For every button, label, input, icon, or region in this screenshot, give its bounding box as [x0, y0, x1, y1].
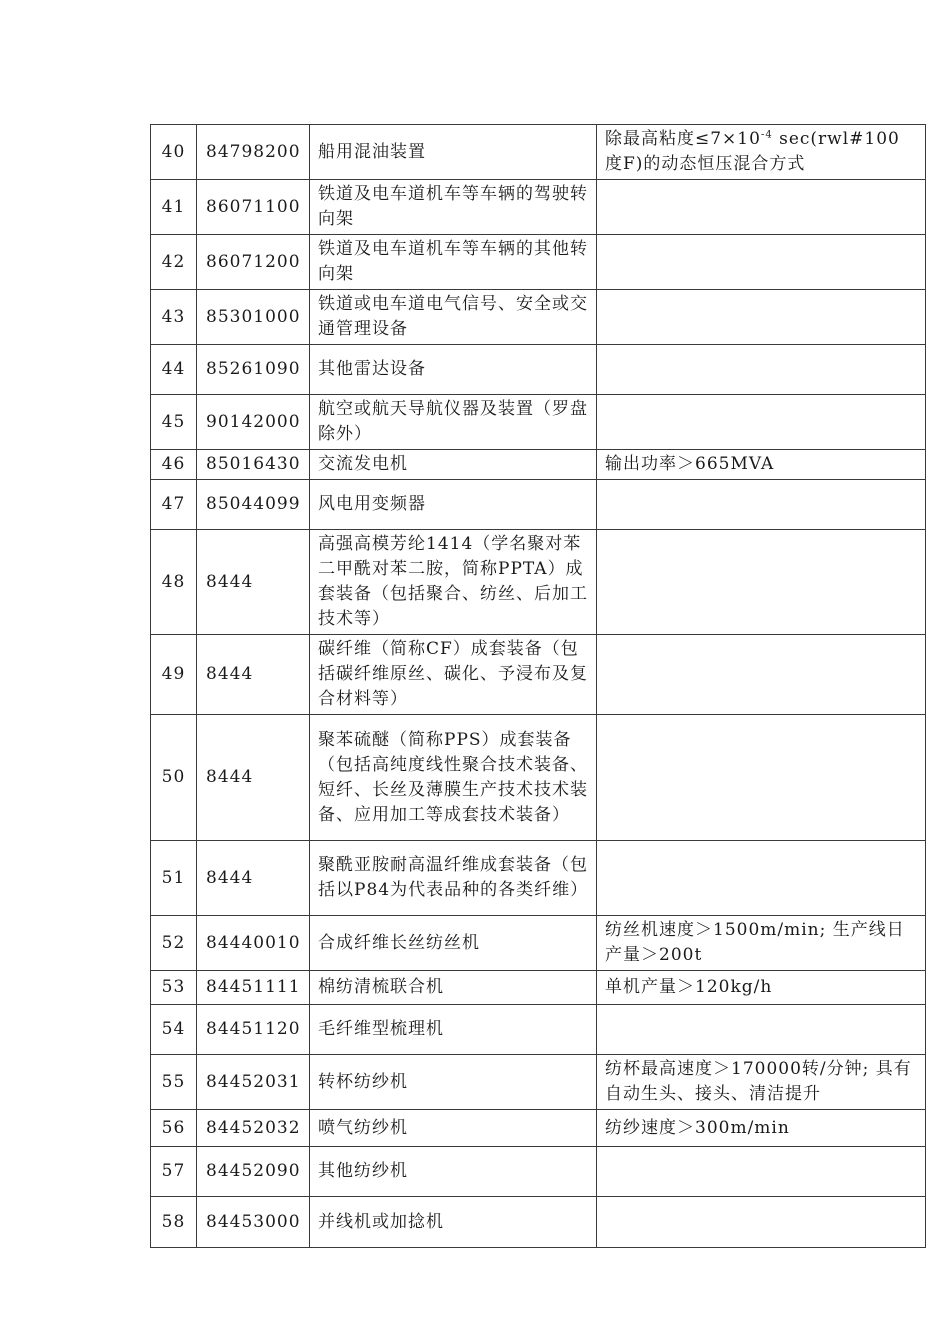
spec-note — [597, 235, 926, 290]
row-number: 50 — [151, 715, 197, 841]
table-row — [151, 450, 926, 480]
row-number: 43 — [151, 290, 197, 345]
table-row — [151, 1110, 926, 1147]
product-name: 铁道或电车道电气信号、安全或交通管理设备 — [310, 290, 597, 345]
hs-code: 8444 — [197, 715, 310, 841]
hs-code: 84451120 — [197, 1005, 310, 1055]
table-row — [151, 1197, 926, 1248]
hs-code: 84440010 — [197, 916, 310, 971]
product-name: 铁道及电车道机车等车辆的其他转向架 — [310, 235, 597, 290]
product-name: 聚酰亚胺耐高温纤维成套装备（包括以P84为代表品种的各类纤维） — [310, 841, 597, 916]
product-table — [150, 124, 926, 1248]
product-name: 毛纤维型梳理机 — [310, 1005, 597, 1055]
table-row — [151, 841, 926, 916]
product-name: 转杯纺纱机 — [310, 1055, 597, 1110]
table-row — [151, 1005, 926, 1055]
row-number: 40 — [151, 125, 197, 180]
product-name: 其他雷达设备 — [310, 345, 597, 395]
spec-note — [597, 841, 926, 916]
product-name: 并线机或加捻机 — [310, 1197, 597, 1248]
row-number: 53 — [151, 971, 197, 1005]
spec-note: 纺纱速度＞300m/min — [597, 1110, 926, 1147]
product-name: 交流发电机 — [310, 450, 597, 480]
row-number: 47 — [151, 480, 197, 530]
spec-note: 纺丝机速度＞1500m/min; 生产线日产量＞200t — [597, 916, 926, 971]
product-name: 航空或航天导航仪器及装置（罗盘除外） — [310, 395, 597, 450]
row-number: 49 — [151, 635, 197, 715]
hs-code: 90142000 — [197, 395, 310, 450]
product-name: 高强高模芳纶1414（学名聚对苯二甲酰对苯二胺，简称PPTA）成套装备（包括聚合、纺丝、后加工技术等） — [310, 530, 597, 635]
spec-note — [597, 530, 926, 635]
spec-note — [597, 715, 926, 841]
hs-code: 8444 — [197, 635, 310, 715]
spec-note — [597, 290, 926, 345]
hs-code: 8444 — [197, 530, 310, 635]
product-name: 碳纤维（简称CF）成套装备（包括碳纤维原丝、碳化、予浸布及复合材料等） — [310, 635, 597, 715]
spec-note — [597, 180, 926, 235]
table-row — [151, 1055, 926, 1110]
spec-note — [597, 1005, 926, 1055]
spec-note — [597, 1197, 926, 1248]
hs-code: 84451111 — [197, 971, 310, 1005]
hs-code: 84798200 — [197, 125, 310, 180]
hs-code: 86071200 — [197, 235, 310, 290]
hs-code: 85261090 — [197, 345, 310, 395]
hs-code: 85044099 — [197, 480, 310, 530]
product-name: 喷气纺纱机 — [310, 1110, 597, 1147]
hs-code: 85301000 — [197, 290, 310, 345]
spec-note: 输出功率＞665MVA — [597, 450, 926, 480]
row-number: 56 — [151, 1110, 197, 1147]
table-row — [151, 715, 926, 841]
table-row — [151, 635, 926, 715]
row-number: 48 — [151, 530, 197, 635]
table-row — [151, 480, 926, 530]
hs-code: 84452031 — [197, 1055, 310, 1110]
product-name: 船用混油装置 — [310, 125, 597, 180]
table-row — [151, 180, 926, 235]
spec-note: 纺杯最高速度＞170000转/分钟; 具有自动生头、接头、清洁提升 — [597, 1055, 926, 1110]
table-row — [151, 916, 926, 971]
row-number: 57 — [151, 1147, 197, 1197]
hs-code: 85016430 — [197, 450, 310, 480]
product-name: 风电用变频器 — [310, 480, 597, 530]
hs-code: 86071100 — [197, 180, 310, 235]
spec-note: 单机产量＞120kg/h — [597, 971, 926, 1005]
exponent: -4 — [760, 129, 773, 141]
hs-code: 84452032 — [197, 1110, 310, 1147]
row-number: 51 — [151, 841, 197, 916]
spec-note — [597, 345, 926, 395]
spec-note — [597, 480, 926, 530]
product-name: 其他纺纱机 — [310, 1147, 597, 1197]
row-number: 54 — [151, 1005, 197, 1055]
table-row — [151, 395, 926, 450]
row-number: 42 — [151, 235, 197, 290]
spec-note — [597, 395, 926, 450]
table-row — [151, 345, 926, 395]
row-number: 55 — [151, 1055, 197, 1110]
row-number: 58 — [151, 1197, 197, 1248]
table-row — [151, 1147, 926, 1197]
product-name: 棉纺清梳联合机 — [310, 971, 597, 1005]
hs-code: 84453000 — [197, 1197, 310, 1248]
table-row — [151, 971, 926, 1005]
spec-note — [597, 1147, 926, 1197]
product-name: 聚苯硫醚（简称PPS）成套装备（包括高纯度线性聚合技术装备、短纤、长丝及薄膜生产技术技术装备、应用加工等成套技术装备） — [310, 715, 597, 841]
spec-note — [597, 635, 926, 715]
spec-note: 除最高粘度$\le 7\times 10^{-4}$ sec(rwl#100度F)的动态恒压混合方式 — [597, 125, 926, 180]
table-row — [151, 290, 926, 345]
table-row — [151, 235, 926, 290]
row-number: 46 — [151, 450, 197, 480]
table-row — [151, 125, 926, 180]
row-number: 45 — [151, 395, 197, 450]
table-row — [151, 530, 926, 635]
row-number: 44 — [151, 345, 197, 395]
hs-code: 84452090 — [197, 1147, 310, 1197]
row-number: 41 — [151, 180, 197, 235]
product-name: 合成纤维长丝纺丝机 — [310, 916, 597, 971]
row-number: 52 — [151, 916, 197, 971]
product-name: 铁道及电车道机车等车辆的驾驶转向架 — [310, 180, 597, 235]
table-body — [151, 125, 926, 1248]
hs-code: 8444 — [197, 841, 310, 916]
